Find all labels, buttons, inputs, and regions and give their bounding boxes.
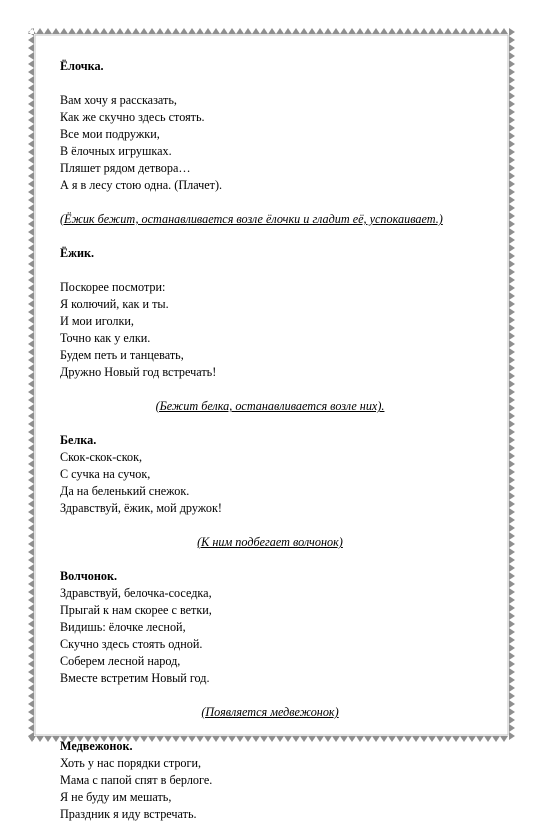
stage-direction: (К ним подбегает волчонок) bbox=[197, 535, 343, 549]
character-heading-ezhik: Ёжик. bbox=[60, 246, 95, 260]
character-heading-volchonok: Волчонок. bbox=[60, 569, 118, 583]
verse-line: Мама с папой спят в берлоге. bbox=[60, 773, 213, 787]
verse-line: Скок-скок-скок, bbox=[60, 450, 143, 464]
verse-line: Скучно здесь стоять одной. bbox=[60, 637, 203, 651]
verse-line: И мои иголки, bbox=[60, 314, 134, 328]
verse-line: Хоть у нас порядки строги, bbox=[60, 756, 202, 770]
verse-line: Поскорее посмотри: bbox=[60, 280, 166, 294]
stage-direction: (Ёжик бежит, останавливается возле ёлочки и гладит её, успокаивает.) bbox=[60, 212, 443, 226]
verse-line: Праздник я иду встречать. bbox=[60, 807, 197, 821]
verse-line: Здравствуй, ёжик, мой дружок! bbox=[60, 501, 222, 515]
verse-line: Я не буду им мешать, bbox=[60, 790, 172, 804]
verse-line: А я в лесу стою одна. (Плачет). bbox=[60, 178, 223, 192]
verse-line: Здравствуй, белочка-соседка, bbox=[60, 586, 212, 600]
play-script bbox=[60, 58, 480, 823]
verse-line: Будем петь и танцевать, bbox=[60, 348, 184, 362]
character-heading-elochka: Ёлочка. bbox=[60, 59, 104, 73]
verse-line: В ёлочных игрушках. bbox=[60, 144, 172, 158]
verse-line: Да на беленький снежок. bbox=[60, 484, 190, 498]
verse-line: Соберем лесной народ, bbox=[60, 654, 181, 668]
stage-direction: (Бежит белка, останавливается возле них). bbox=[155, 399, 385, 413]
verse-line: Все мои подружки, bbox=[60, 127, 160, 141]
verse-line: С сучка на сучок, bbox=[60, 467, 151, 481]
character-heading-medvezhonok: Медвежонок. bbox=[60, 739, 133, 753]
verse-line: Видишь: ёлочке лесной, bbox=[60, 620, 186, 634]
verse-line: Прыгай к нам скорее с ветки, bbox=[60, 603, 212, 617]
verse-line: Точно как у елки. bbox=[60, 331, 151, 345]
character-heading-belka: Белка. bbox=[60, 433, 97, 447]
verse-line: Вместе встретим Новый год. bbox=[60, 671, 210, 685]
verse-line: Вам хочу я рассказать, bbox=[60, 93, 177, 107]
stage-direction: (Появляется медвежонок) bbox=[201, 705, 339, 719]
verse-line: Как же скучно здесь стоять. bbox=[60, 110, 205, 124]
verse-line: Пляшет рядом детвора… bbox=[60, 161, 191, 175]
verse-line: Я колючий, как и ты. bbox=[60, 297, 169, 311]
verse-line: Дружно Новый год встречать! bbox=[60, 365, 217, 379]
